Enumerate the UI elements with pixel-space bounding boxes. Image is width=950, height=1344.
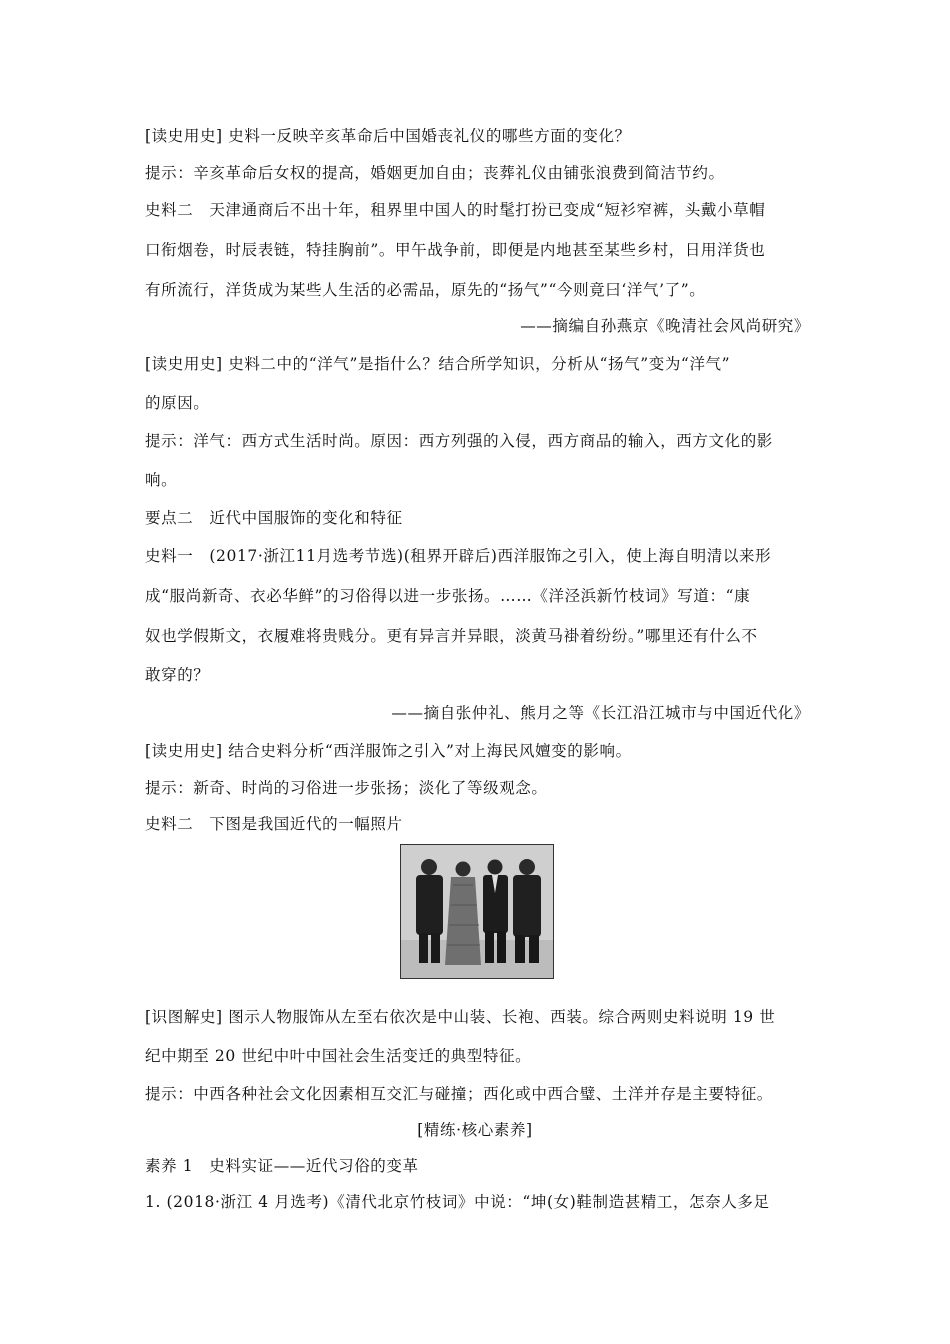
four-men-photo-image: [401, 845, 553, 978]
line: [读史用史] 史料二中的“洋气”是指什么？结合所学知识，分析从“扬气”变为“洋气”: [145, 355, 731, 373]
line: 有所流行，洋货成为某些人生活的必需品，原先的“扬气”“今则竟曰‘洋气’了”。: [145, 281, 706, 299]
line: 史料二 下图是我国近代的一幅照片: [145, 815, 403, 833]
line: 提示：中西各种社会文化因素相互交汇与碰撞；西化或中西合璧、土洋并存是主要特征。: [145, 1085, 773, 1103]
line: 口衔烟卷，时辰表链，特挂胸前”。甲午战争前，即便是内地甚至某些乡村，日用洋货也: [145, 241, 766, 259]
line: 响。: [145, 471, 178, 489]
line: 史料一 (2017·浙江11月选考节选)(租界开辟后)西洋服饰之引入，使上海自明清以来形: [145, 547, 772, 565]
citation: ——摘编自孙燕京《晚清社会风尚研究》: [520, 317, 810, 335]
section-heading: 要点二 近代中国服饰的变化和特征: [145, 509, 403, 527]
line: 史料二 天津通商后不出十年，租界里中国人的时髦打扮已变成“短衫窄裤，头戴小草帽: [145, 201, 766, 219]
line: 提示：辛亥革命后女权的提高，婚姻更加自由；丧葬礼仪由铺张浪费到简洁节约。: [145, 164, 725, 182]
line: 素养 1 史料实证——近代习俗的变革: [145, 1157, 419, 1175]
line: 敢穿的？: [145, 666, 210, 684]
line: 提示：新奇、时尚的习俗进一步张扬；淡化了等级观念。: [145, 779, 548, 797]
line: 纪中期至 20 世纪中叶中国社会生活变迁的典型特征。: [145, 1047, 532, 1065]
line: 的原因。: [145, 394, 210, 412]
line: [读史用史] 史料一反映辛亥革命后中国婚丧礼仪的哪些方面的变化？: [145, 127, 631, 145]
historical-photo: [400, 844, 554, 979]
line: [读史用史] 结合史料分析“西洋服饰之引入”对上海民风嬗变的影响。: [145, 742, 632, 760]
section-title: [精练·核心素养]: [417, 1121, 533, 1139]
line: [识图解史] 图示人物服饰从左至右依次是中山装、长袍、西装。综合两则史料说明 19 世: [145, 1008, 776, 1026]
line: 提示：洋气：西方式生活时尚。原因：西方列强的入侵，西方商品的输入，西方文化的影: [145, 432, 773, 450]
citation: ——摘自张仲礼、熊月之等《长江沿江城市与中国近代化》: [391, 704, 810, 722]
line: 奴也学假斯文，衣履难将贵贱分。更有异言并异眼，淡黄马褂着纷纷。”哪里还有什么不: [145, 627, 758, 645]
line: 成“服尚新奇、衣必华鲜”的习俗得以进一步张扬。……《洋泾浜新竹枝词》写道：“康: [145, 587, 751, 605]
question-line: 1. (2018·浙江 4 月选考)《清代北京竹枝词》中说：“坤(女)鞋制造甚精工，怎奈人多足: [145, 1193, 770, 1211]
